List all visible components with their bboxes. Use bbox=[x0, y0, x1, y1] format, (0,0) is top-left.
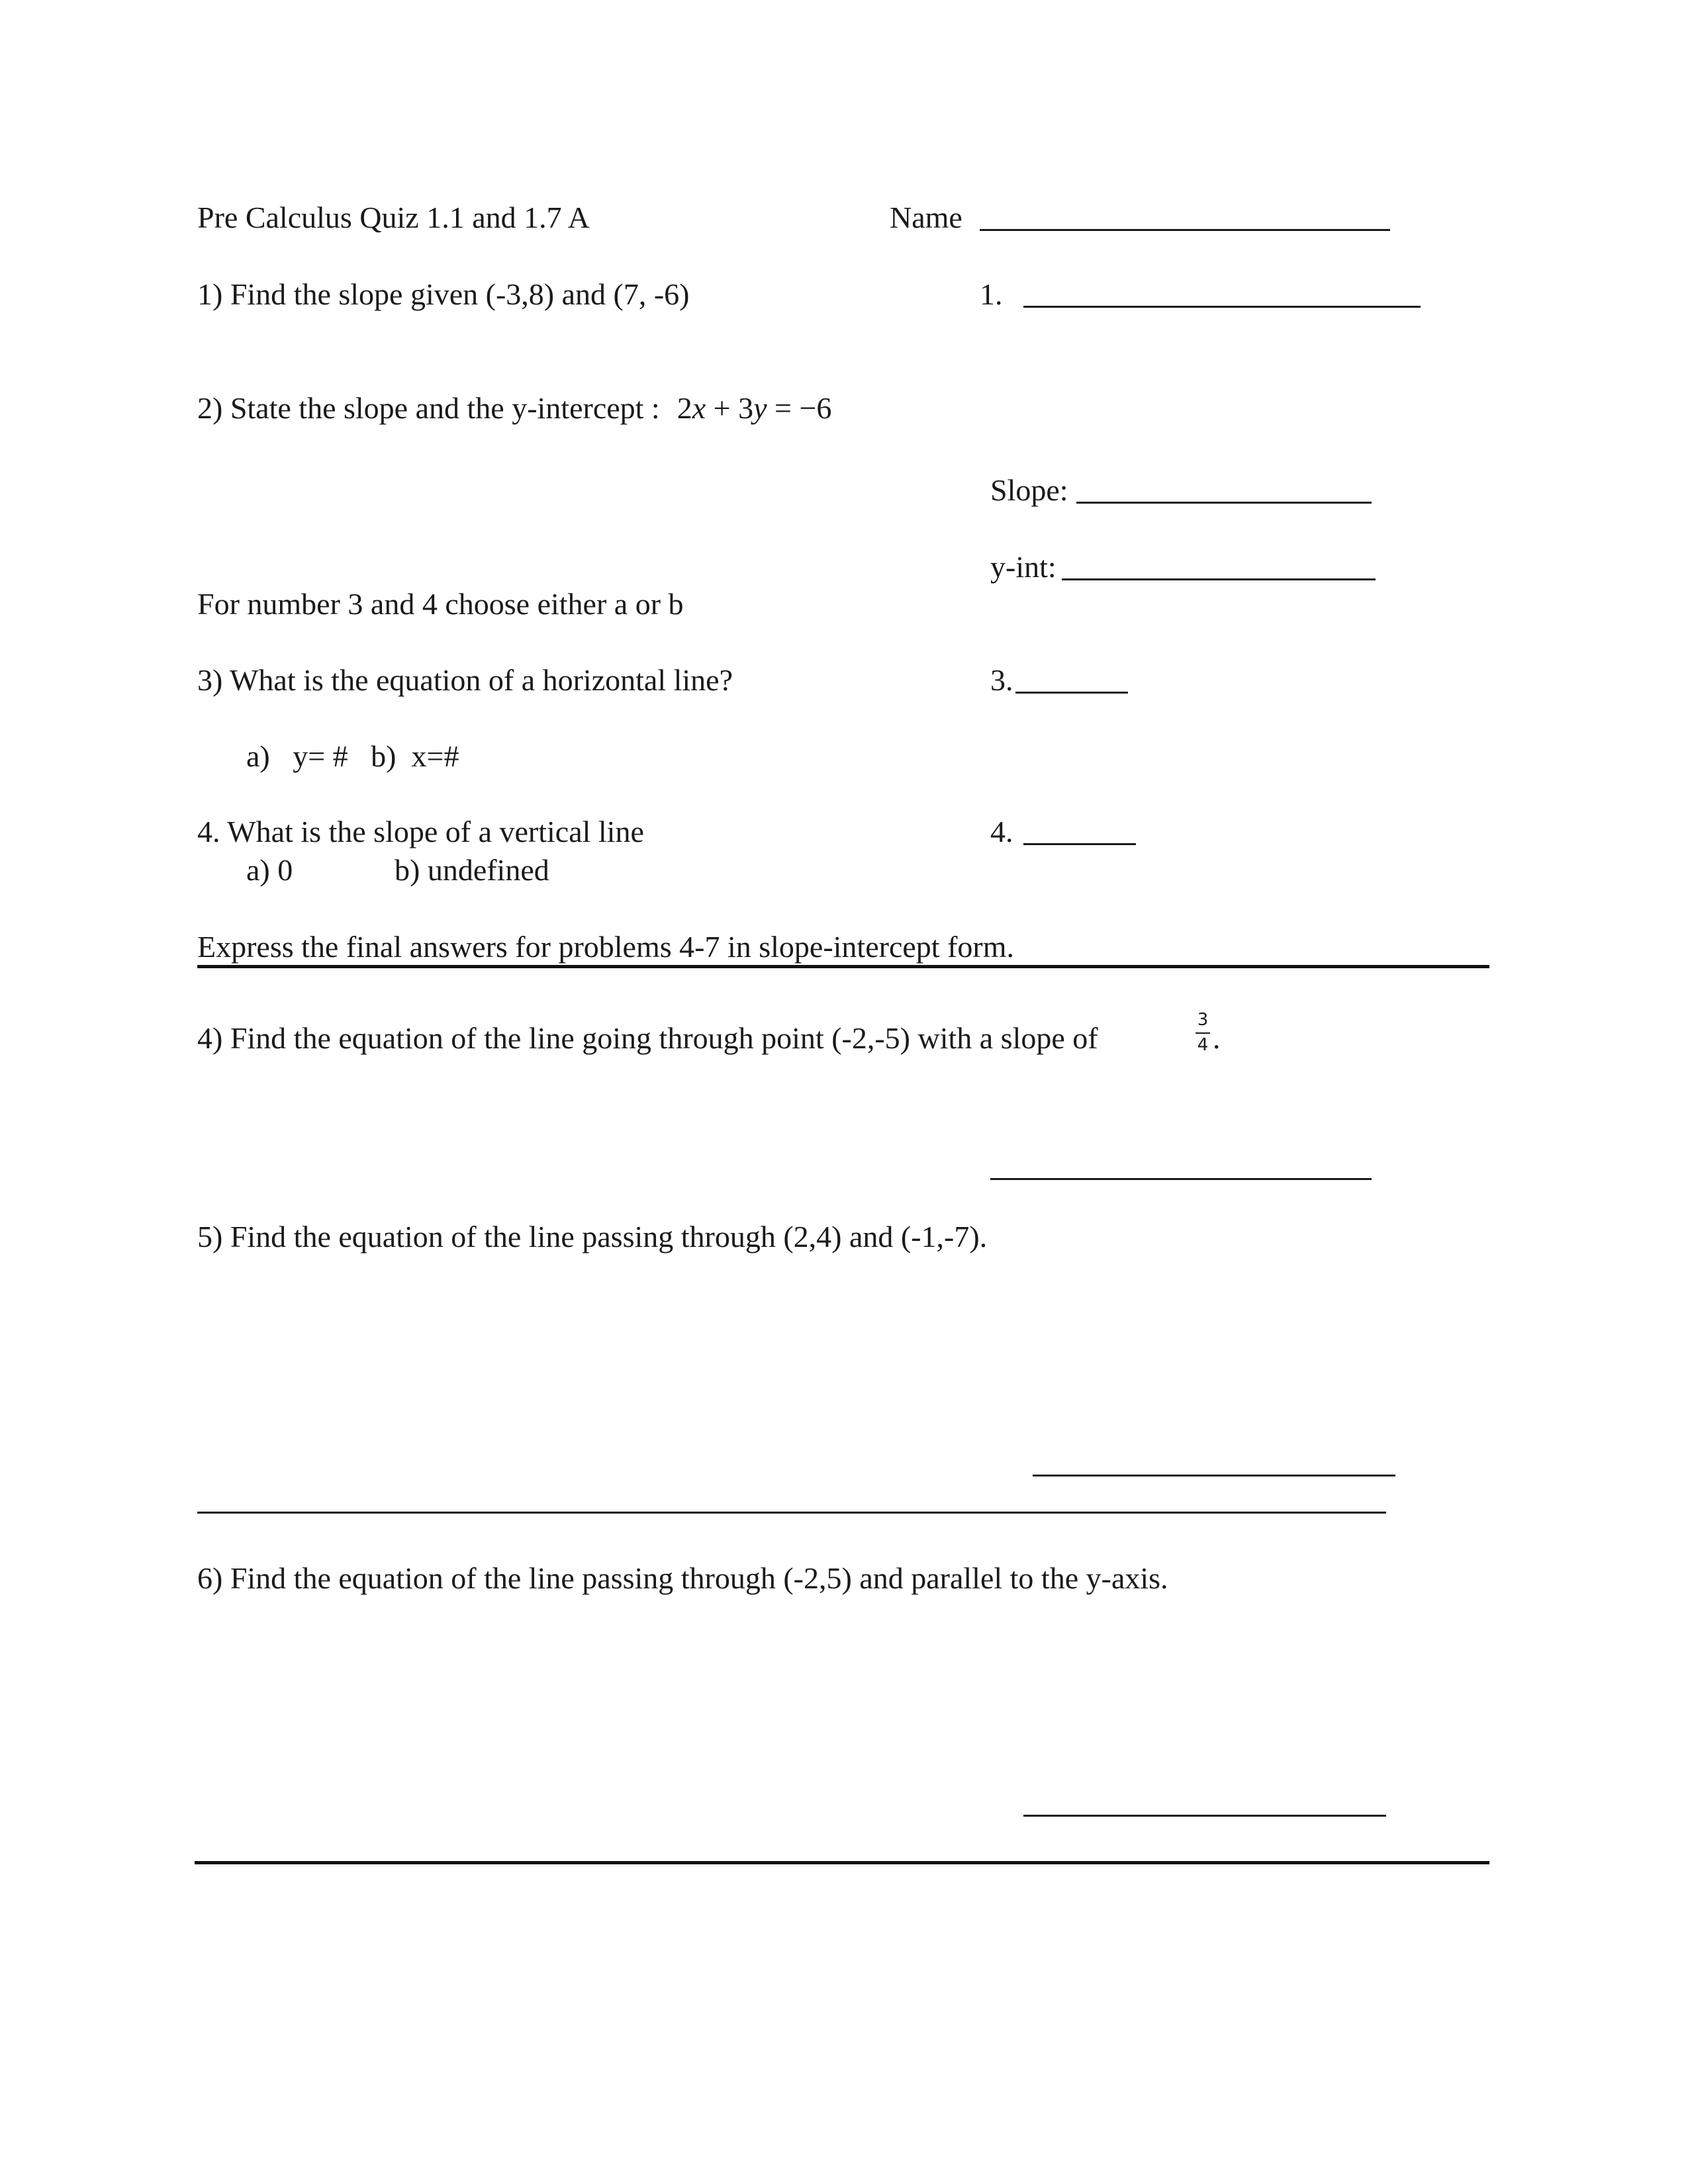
answer-1-field[interactable] bbox=[1023, 306, 1421, 308]
yint-label: y-int: bbox=[990, 550, 1056, 584]
answer-q5-field[interactable] bbox=[1033, 1475, 1395, 1477]
quiz-title: Pre Calculus Quiz 1.1 and 1.7 A bbox=[197, 201, 590, 234]
answer-1-label: 1. bbox=[980, 277, 1003, 311]
answer-3-label: 3. bbox=[990, 663, 1013, 697]
question-3-options: a) y= # b) x=# bbox=[246, 739, 459, 773]
answer-4-label: 4. bbox=[990, 815, 1013, 848]
question-1-text: 1) Find the slope given (-3,8) and (7, -6) bbox=[197, 277, 690, 311]
eq-var-y: y bbox=[753, 391, 767, 425]
name-field[interactable] bbox=[980, 229, 1390, 231]
answer-q6-field[interactable] bbox=[1023, 1815, 1386, 1817]
slope-intercept-instruction: Express the final answers for problems 4-7 in slope-intercept form. bbox=[197, 930, 1014, 964]
answer-3-field[interactable] bbox=[1015, 692, 1128, 694]
question-4-option-a: a) 0 bbox=[246, 853, 293, 887]
yint-field[interactable] bbox=[1062, 578, 1376, 580]
question-2-prompt: 2) State the slope and the y-intercept : bbox=[197, 391, 660, 425]
eq-plus: + bbox=[706, 391, 739, 425]
section-divider-top bbox=[197, 965, 1489, 968]
question-2-equation bbox=[677, 391, 832, 425]
question-4-text: 4) Find the equation of the line going through point (-2,-5) with a slope of bbox=[197, 1021, 1098, 1055]
section-divider-bottom bbox=[195, 1861, 1489, 1864]
question-4-choice-text: 4. What is the slope of a vertical line bbox=[197, 815, 644, 848]
eq-var-x: x bbox=[692, 391, 706, 425]
choose-instruction: For number 3 and 4 choose either a or b bbox=[197, 587, 684, 621]
section-divider-middle bbox=[197, 1512, 1386, 1514]
slope-label: Slope: bbox=[990, 473, 1068, 507]
question-4-end-punct: . bbox=[1213, 1021, 1221, 1055]
question-6-text: 6) Find the equation of the line passing through (-2,5) and parallel to the y-axis. bbox=[197, 1561, 1168, 1595]
answer-4-field[interactable] bbox=[1023, 843, 1136, 845]
question-3-text: 3) What is the equation of a horizontal line? bbox=[197, 663, 733, 697]
fraction-numerator: 3 bbox=[1197, 1010, 1209, 1030]
question-2-text bbox=[197, 393, 831, 424]
question-4-option-b: b) undefined bbox=[395, 853, 549, 887]
slope-field[interactable] bbox=[1076, 502, 1372, 504]
eq-equals: = bbox=[767, 391, 800, 425]
question-5-text: 5) Find the equation of the line passing through (2,4) and (-1,-7). bbox=[197, 1220, 988, 1253]
fraction-denominator: 4 bbox=[1197, 1035, 1209, 1055]
fraction-bar bbox=[1196, 1032, 1210, 1034]
eq-rhs: −6 bbox=[799, 391, 832, 425]
eq-coef-x: 2 bbox=[677, 391, 692, 425]
eq-coef-y: 3 bbox=[738, 391, 754, 425]
name-label: Name bbox=[890, 201, 962, 234]
answer-q4-field[interactable] bbox=[990, 1178, 1372, 1180]
